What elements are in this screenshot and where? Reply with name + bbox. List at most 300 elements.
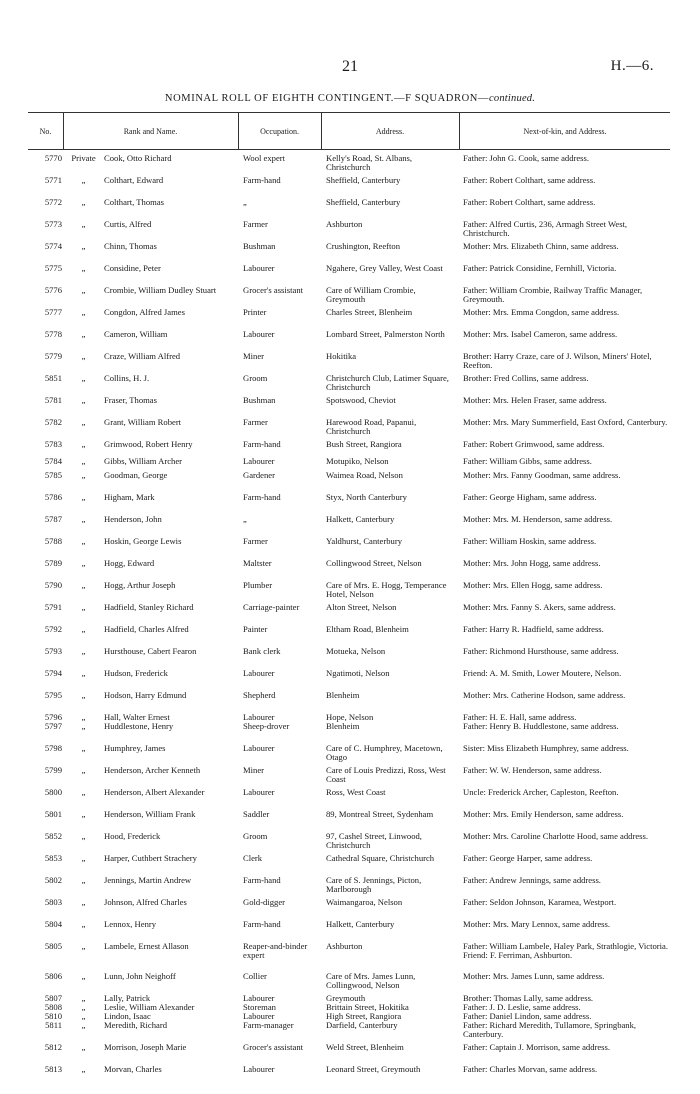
cell-no: 5804 — [44, 919, 62, 929]
table-row — [0, 876, 700, 898]
cell-rank: „ — [81, 351, 86, 361]
cell-occupation: Maltster — [243, 558, 272, 568]
cell-name: Lambele, Ernest Allason — [104, 941, 189, 951]
cell-rank: „ — [81, 219, 86, 229]
cell-occupation: Farm-hand — [243, 492, 281, 502]
cell-next-of-kin: Father: Robert Grimwood, same address. — [463, 439, 605, 449]
cell-rank: „ — [81, 558, 86, 568]
cell-no: 5791 — [44, 602, 62, 612]
cell-occupation: Saddler — [243, 809, 270, 819]
cell-name: Meredith, Richard — [104, 1020, 168, 1030]
cell-rank: „ — [81, 875, 86, 885]
cell-name: Higham, Mark — [104, 492, 155, 502]
cell-no: 5774 — [44, 241, 62, 251]
cell-next-of-kin: Brother: Fred Collins, same address. — [463, 373, 589, 383]
cell-no: 5797 — [44, 721, 62, 731]
cell-occupation: Printer — [243, 307, 267, 317]
cell-occupation: Gold-digger — [243, 897, 286, 907]
cell-no: 5803 — [44, 897, 62, 907]
cell-address: High Street, Rangiora — [326, 1011, 402, 1021]
cell-next-of-kin: Mother: Mrs. Helen Fraser, same address. — [463, 395, 607, 405]
cell-name: Harper, Cuthbert Strachery — [104, 853, 197, 863]
cell-occupation: „ — [243, 197, 247, 207]
table-row — [0, 1021, 700, 1043]
cell-occupation: Farmer — [243, 219, 268, 229]
cell-address: Eltham Road, Blenheim — [326, 624, 409, 634]
cell-address: Harewood Road, Papanui, Christchurch — [326, 417, 417, 437]
title-main: NOMINAL ROLL OF EIGHTH CONTINGENT.—F SQUADRON— — [164, 93, 490, 104]
cell-rank: „ — [81, 285, 86, 295]
cell-no: 5800 — [44, 787, 62, 797]
cell-address: Halkett, Canterbury — [326, 919, 395, 929]
cell-rank: „ — [81, 1020, 86, 1030]
cell-address: Blenheim — [326, 690, 360, 700]
cell-no: 5772 — [44, 197, 62, 207]
cell-rank: „ — [81, 897, 86, 907]
cell-no: 5806 — [44, 971, 62, 981]
table-row — [0, 766, 700, 788]
cell-address: Hokitika — [326, 351, 357, 361]
cell-occupation: Sheep-drover — [243, 721, 290, 731]
cell-name: Chinn, Thomas — [104, 241, 157, 251]
cell-address: Care of Mrs. E. Hogg, Temperance Hotel, Nelson — [326, 580, 447, 600]
cell-rank: „ — [81, 439, 86, 449]
cell-no: 5852 — [44, 831, 62, 841]
cell-address: Cathedral Square, Christchurch — [326, 853, 435, 863]
cell-no: 5807 — [44, 993, 62, 1003]
cell-name: Congdon, Alfred James — [104, 307, 185, 317]
cell-name: Hadfield, Charles Alfred — [104, 624, 189, 634]
cell-occupation: Miner — [243, 765, 265, 775]
cell-next-of-kin: Father: William Lambele, Haley Park, Strathlogie, Victoria. Friend: F. Ferriman, Ashburton. — [463, 941, 669, 961]
cell-no: 5813 — [44, 1064, 62, 1074]
cell-next-of-kin: Mother: Mrs. Mary Summerfield, East Oxford, Canterbury. — [463, 417, 668, 427]
cell-occupation: Storeman — [243, 1002, 276, 1012]
cell-next-of-kin: Brother: Thomas Lally, same address. — [463, 993, 594, 1003]
cell-no: 5799 — [44, 765, 62, 775]
cell-rank: „ — [81, 395, 86, 405]
cell-next-of-kin: Father: J. D. Leslie, same address. — [463, 1002, 581, 1012]
cell-rank: „ — [81, 1011, 86, 1021]
table-row — [0, 744, 700, 766]
cell-name: Considine, Peter — [104, 263, 161, 273]
table-row — [0, 603, 700, 625]
cell-rank: „ — [81, 646, 86, 656]
cell-name: Morrison, Joseph Marie — [104, 1042, 187, 1052]
cell-no: 5770 — [44, 153, 62, 163]
cell-address: Crushington, Reefton — [326, 241, 400, 251]
cell-address: Hope, Nelson — [326, 712, 374, 722]
cell-name: Hogg, Arthur Joseph — [104, 580, 176, 590]
table-row — [0, 330, 700, 352]
cell-no: 5808 — [44, 1002, 62, 1012]
cell-no: 5790 — [44, 580, 62, 590]
cell-rank: „ — [81, 743, 86, 753]
cell-name: Hogg, Edward — [104, 558, 155, 568]
cell-no: 5795 — [44, 690, 62, 700]
cell-name: Jennings, Martin Andrew — [104, 875, 192, 885]
cell-rank: „ — [81, 307, 86, 317]
cell-next-of-kin: Mother: Mrs. Ellen Hogg, same address. — [463, 580, 603, 590]
table-row — [0, 220, 700, 242]
cell-no: 5783 — [44, 439, 62, 449]
cell-rank: „ — [81, 787, 86, 797]
cell-next-of-kin: Mother: Mrs. Caroline Charlotte Hood, same address. — [463, 831, 648, 841]
table-row — [0, 154, 700, 176]
cell-address: Styx, North Canterbury — [326, 492, 407, 502]
cell-address: Care of C. Humphrey, Macetown, Otago — [326, 743, 443, 763]
cell-occupation: Reaper-and-binder expert — [243, 941, 308, 961]
cell-occupation: Farm-hand — [243, 175, 281, 185]
cell-name: Curtis, Alfred — [104, 219, 152, 229]
cell-occupation: Labourer — [243, 712, 275, 722]
cell-next-of-kin: Father: Captain J. Morrison, same address. — [463, 1042, 611, 1052]
table-row — [0, 493, 700, 515]
cell-no: 5784 — [44, 456, 62, 466]
cell-name: Henderson, Archer Kenneth — [104, 765, 201, 775]
table-row — [0, 788, 700, 810]
cell-no: 5796 — [44, 712, 62, 722]
cell-occupation: Farmer — [243, 536, 268, 546]
table-row — [0, 669, 700, 691]
table-row — [0, 581, 700, 603]
cell-occupation: Groom — [243, 831, 268, 841]
cell-name: Henderson, Albert Alexander — [104, 787, 205, 797]
cell-no: 5776 — [44, 285, 62, 295]
cell-rank: „ — [81, 417, 86, 427]
cell-rank: „ — [81, 993, 86, 1003]
column-header-occupation: Occupation. — [260, 127, 299, 136]
cell-next-of-kin: Brother: Harry Craze, care of J. Wilson, Miners' Hotel, Reefton. — [463, 351, 652, 371]
cell-name: Henderson, William Frank — [104, 809, 196, 819]
cell-name: Lindon, Isaac — [104, 1011, 151, 1021]
cell-occupation: Carriage-painter — [243, 602, 300, 612]
cell-next-of-kin: Mother: Mrs. Fanny Goodman, same address. — [463, 470, 621, 480]
cell-name: Leslie, William Alexander — [104, 1002, 195, 1012]
cell-occupation: Labourer — [243, 743, 275, 753]
cell-next-of-kin: Father: Robert Colthart, same address. — [463, 175, 596, 185]
cell-occupation: Bushman — [243, 395, 276, 405]
table-row — [0, 308, 700, 330]
cell-occupation: Labourer — [243, 1064, 275, 1074]
cell-rank: „ — [81, 853, 86, 863]
cell-next-of-kin: Father: William Hoskin, same address. — [463, 536, 597, 546]
cell-name: Gibbs, William Archer — [104, 456, 183, 466]
cell-next-of-kin: Father: Alfred Curtis, 236, Armagh Street West, Christchurch. — [463, 219, 628, 239]
table-row — [0, 898, 700, 920]
cell-rank: „ — [81, 456, 86, 466]
cell-occupation: „ — [243, 514, 247, 524]
column-header-rank-name: Rank and Name. — [123, 127, 178, 136]
cell-no: 5853 — [44, 853, 62, 863]
cell-address: Care of S. Jennings, Picton, Marlborough — [326, 875, 422, 895]
cell-next-of-kin: Mother: Mrs. John Hogg, same address. — [463, 558, 601, 568]
cell-next-of-kin: Father: William Crombie, Railway Traffic Manager, Greymouth. — [463, 285, 643, 305]
cell-rank: „ — [81, 241, 86, 251]
cell-name: Collins, H. J. — [104, 373, 150, 383]
cell-rank: „ — [81, 712, 86, 722]
cell-occupation: Painter — [243, 624, 268, 634]
cell-no: 5771 — [44, 175, 62, 185]
document-reference: H.—6. — [610, 58, 654, 74]
cell-name: Humphrey, James — [104, 743, 166, 753]
cell-next-of-kin: Father: George Harper, same address. — [463, 853, 593, 863]
cell-address: Charles Street, Blenheim — [326, 307, 413, 317]
cell-next-of-kin: Mother: Mrs. James Lunn, same address. — [463, 971, 605, 981]
table-row — [0, 396, 700, 418]
cell-occupation: Bushman — [243, 241, 276, 251]
cell-address: Care of Louis Predizzi, Ross, West Coast — [326, 765, 446, 785]
cell-no: 5793 — [44, 646, 62, 656]
cell-rank: „ — [81, 1002, 86, 1012]
cell-occupation: Farmer — [243, 417, 268, 427]
column-header-address: Address. — [375, 127, 405, 136]
cell-rank: „ — [81, 690, 86, 700]
cell-rank: „ — [81, 1064, 86, 1074]
cell-next-of-kin: Mother: Mrs. Catherine Hodson, same address. — [463, 690, 626, 700]
cell-occupation: Farm-manager — [243, 1020, 294, 1030]
cell-next-of-kin: Father: H. E. Hall, same address. — [463, 712, 577, 722]
cell-next-of-kin: Father: John G. Cook, same address. — [463, 153, 590, 163]
cell-rank: „ — [81, 470, 86, 480]
cell-address: Ashburton — [326, 219, 363, 229]
cell-rank: „ — [81, 971, 86, 981]
table-top-rule — [28, 112, 670, 113]
table-row — [0, 515, 700, 537]
cell-no: 5794 — [44, 668, 62, 678]
cell-occupation: Miner — [243, 351, 265, 361]
cell-address: Motueka, Nelson — [326, 646, 386, 656]
cell-occupation: Labourer — [243, 668, 275, 678]
cell-rank: „ — [81, 263, 86, 273]
cell-address: Waimangaroa, Nelson — [326, 897, 403, 907]
cell-address: Ross, West Coast — [326, 787, 386, 797]
cell-no: 5798 — [44, 743, 62, 753]
cell-address: Motupiko, Nelson — [326, 456, 389, 466]
table-row — [0, 242, 700, 264]
cell-occupation: Grocer's assistant — [243, 285, 304, 295]
cell-name: Craze, William Alfred — [104, 351, 181, 361]
cell-address: Weld Street, Blenheim — [326, 1042, 404, 1052]
cell-occupation: Shepherd — [243, 690, 276, 700]
cell-rank: „ — [81, 941, 86, 951]
cell-name: Lennox, Henry — [104, 919, 157, 929]
cell-no: 5779 — [44, 351, 62, 361]
cell-occupation: Grocer's assistant — [243, 1042, 304, 1052]
table-row — [0, 722, 700, 744]
cell-name: Hursthouse, Cabert Fearon — [104, 646, 197, 656]
cell-next-of-kin: Mother: Mrs. Mary Lennox, same address. — [463, 919, 611, 929]
cell-next-of-kin: Friend: A. M. Smith, Lower Moutere, Nelson. — [463, 668, 622, 678]
cell-next-of-kin: Mother: Mrs. Emily Henderson, same address. — [463, 809, 624, 819]
cell-occupation: Labourer — [243, 329, 275, 339]
cell-occupation: Labourer — [243, 263, 275, 273]
cell-address: Ngatimoti, Nelson — [326, 668, 390, 678]
cell-next-of-kin: Father: Harry R. Hadfield, same address. — [463, 624, 604, 634]
cell-rank: „ — [81, 809, 86, 819]
page-title — [0, 93, 700, 104]
cell-name: Grant, William Robert — [104, 417, 182, 427]
cell-occupation: Labourer — [243, 787, 275, 797]
cell-address: Darfield, Canterbury — [326, 1020, 398, 1030]
cell-no: 5773 — [44, 219, 62, 229]
cell-occupation: Labourer — [243, 456, 275, 466]
cell-address: Sheffield, Canterbury — [326, 175, 401, 185]
cell-no: 5778 — [44, 329, 62, 339]
cell-address: 89, Montreal Street, Sydenham — [326, 809, 434, 819]
cell-no: 5788 — [44, 536, 62, 546]
cell-name: Henderson, John — [104, 514, 162, 524]
cell-rank: „ — [81, 919, 86, 929]
page-number: 21 — [342, 58, 358, 75]
table-row — [0, 1065, 700, 1087]
table-row — [0, 374, 700, 396]
cell-next-of-kin: Father: George Higham, same address. — [463, 492, 597, 502]
cell-address: Greymouth — [326, 993, 366, 1003]
cell-name: Fraser, Thomas — [104, 395, 157, 405]
cell-occupation: Bank clerk — [243, 646, 281, 656]
cell-name: Hoskin, George Lewis — [104, 536, 182, 546]
cell-occupation: Gardener — [243, 470, 275, 480]
cell-next-of-kin: Sister: Miss Elizabeth Humphrey, same address. — [463, 743, 629, 753]
cell-no: 5810 — [44, 1011, 62, 1021]
cell-occupation: Collier — [243, 971, 267, 981]
cell-occupation: Clerk — [243, 853, 263, 863]
cell-rank: „ — [81, 175, 86, 185]
cell-no: 5811 — [45, 1020, 62, 1030]
table-row — [0, 691, 700, 713]
cell-rank: „ — [81, 492, 86, 502]
cell-address: Spotswood, Cheviot — [326, 395, 396, 405]
cell-address: Care of William Crombie, Greymouth — [326, 285, 416, 305]
cell-occupation: Groom — [243, 373, 268, 383]
cell-occupation: Farm-hand — [243, 439, 281, 449]
cell-occupation: Plumber — [243, 580, 273, 590]
cell-next-of-kin: Father: Henry B. Huddlestone, same address. — [463, 721, 619, 731]
table-row — [0, 1043, 700, 1065]
cell-next-of-kin: Mother: Mrs. Fanny S. Akers, same address. — [463, 602, 616, 612]
table-row — [0, 352, 700, 374]
cell-name: Hudson, Frederick — [104, 668, 168, 678]
cell-rank: „ — [81, 514, 86, 524]
cell-no: 5851 — [44, 373, 62, 383]
cell-next-of-kin: Father: Charles Morvan, same address. — [463, 1064, 598, 1074]
table-row — [0, 854, 700, 876]
cell-next-of-kin: Uncle: Frederick Archer, Capleston, Reefton. — [463, 787, 619, 797]
cell-rank: „ — [81, 668, 86, 678]
cell-next-of-kin: Father: Richmond Hursthouse, same address. — [463, 646, 619, 656]
cell-no: 5792 — [44, 624, 62, 634]
table-row — [0, 972, 700, 994]
cell-name: Hodson, Harry Edmund — [104, 690, 187, 700]
cell-address: Leonard Street, Greymouth — [326, 1064, 421, 1074]
cell-rank: „ — [81, 831, 86, 841]
cell-next-of-kin: Father: W. W. Henderson, same address. — [463, 765, 602, 775]
table-row — [0, 625, 700, 647]
cell-rank: „ — [81, 197, 86, 207]
table-row — [0, 810, 700, 832]
cell-name: Grimwood, Robert Henry — [104, 439, 193, 449]
cell-rank: Private — [71, 153, 96, 163]
cell-no: 5777 — [44, 307, 62, 317]
cell-address: Collingwood Street, Nelson — [326, 558, 422, 568]
cell-no: 5785 — [44, 470, 62, 480]
cell-no: 5801 — [44, 809, 62, 819]
header-bottom-rule — [28, 149, 670, 150]
cell-no: 5789 — [44, 558, 62, 568]
table-row — [0, 286, 700, 308]
cell-next-of-kin: Father: Richard Meredith, Tullamore, Springbank, Canterbury. — [463, 1020, 637, 1040]
cell-next-of-kin: Mother: Mrs. Emma Congdon, same address. — [463, 307, 620, 317]
cell-next-of-kin: Mother: Mrs. Elizabeth Chinn, same address. — [463, 241, 619, 251]
cell-no: 5802 — [44, 875, 62, 885]
cell-next-of-kin: Father: Daniel Lindon, same address. — [463, 1011, 592, 1021]
table-row — [0, 176, 700, 198]
cell-next-of-kin: Father: Seldon Johnson, Karamea, Westport. — [463, 897, 617, 907]
cell-rank: „ — [81, 765, 86, 775]
column-header-no: No. — [39, 127, 52, 136]
cell-no: 5782 — [44, 417, 62, 427]
cell-address: Care of Mrs. James Lunn, Collingwood, Nelson — [326, 971, 416, 991]
cell-rank: „ — [81, 580, 86, 590]
cell-name: Colthart, Edward — [104, 175, 164, 185]
cell-no: 5812 — [44, 1042, 62, 1052]
cell-name: Cameron, William — [104, 329, 168, 339]
table-row — [0, 440, 700, 457]
cell-name: Colthart, Thomas — [104, 197, 164, 207]
table-row — [0, 920, 700, 942]
cell-name: Morvan, Charles — [104, 1064, 162, 1074]
cell-occupation: Farm-hand — [243, 875, 281, 885]
table-row — [0, 471, 700, 493]
cell-no: 5775 — [44, 263, 62, 273]
cell-address: Kelly's Road, St. Albans, Christchurch — [326, 153, 413, 173]
cell-address: Ngahere, Grey Valley, West Coast — [326, 263, 443, 273]
cell-rank: „ — [81, 624, 86, 634]
cell-address: 97, Cashel Street, Linwood, Christchurch — [326, 831, 422, 851]
cell-address: Brittain Street, Hokitika — [326, 1002, 409, 1012]
cell-address: Halkett, Canterbury — [326, 514, 395, 524]
cell-rank: „ — [81, 721, 86, 731]
cell-rank: „ — [81, 536, 86, 546]
cell-rank: „ — [81, 1042, 86, 1052]
cell-address: Bush Street, Rangiora — [326, 439, 402, 449]
cell-address: Yaldhurst, Canterbury — [326, 536, 402, 546]
title-suffix: continued. — [489, 93, 536, 104]
cell-rank: „ — [81, 329, 86, 339]
cell-no: 5786 — [44, 492, 62, 502]
table-row — [0, 942, 700, 972]
cell-occupation: Labourer — [243, 1011, 275, 1021]
cell-name: Crombie, William Dudley Stuart — [104, 285, 217, 295]
cell-name: Lunn, John Neighoff — [104, 971, 176, 981]
cell-no: 5805 — [44, 941, 62, 951]
cell-next-of-kin: Mother: Mrs. Isabel Cameron, same address. — [463, 329, 618, 339]
cell-next-of-kin: Mother: Mrs. M. Henderson, same address. — [463, 514, 613, 524]
table-row — [0, 559, 700, 581]
cell-address: Sheffield, Canterbury — [326, 197, 401, 207]
cell-address: Lombard Street, Palmerston North — [326, 329, 445, 339]
cell-name: Lally, Patrick — [104, 993, 151, 1003]
cell-next-of-kin: Father: Patrick Considine, Fernhill, Victoria. — [463, 263, 617, 273]
cell-no: 5781 — [44, 395, 62, 405]
table-row — [0, 264, 700, 286]
cell-name: Hall, Walter Ernest — [104, 712, 170, 722]
nominal-roll-table-body — [0, 154, 700, 1087]
column-header-next-of-kin: Next-of-kin, and Address. — [523, 127, 607, 136]
cell-name: Huddlestone, Henry — [104, 721, 174, 731]
cell-rank: „ — [81, 373, 86, 383]
